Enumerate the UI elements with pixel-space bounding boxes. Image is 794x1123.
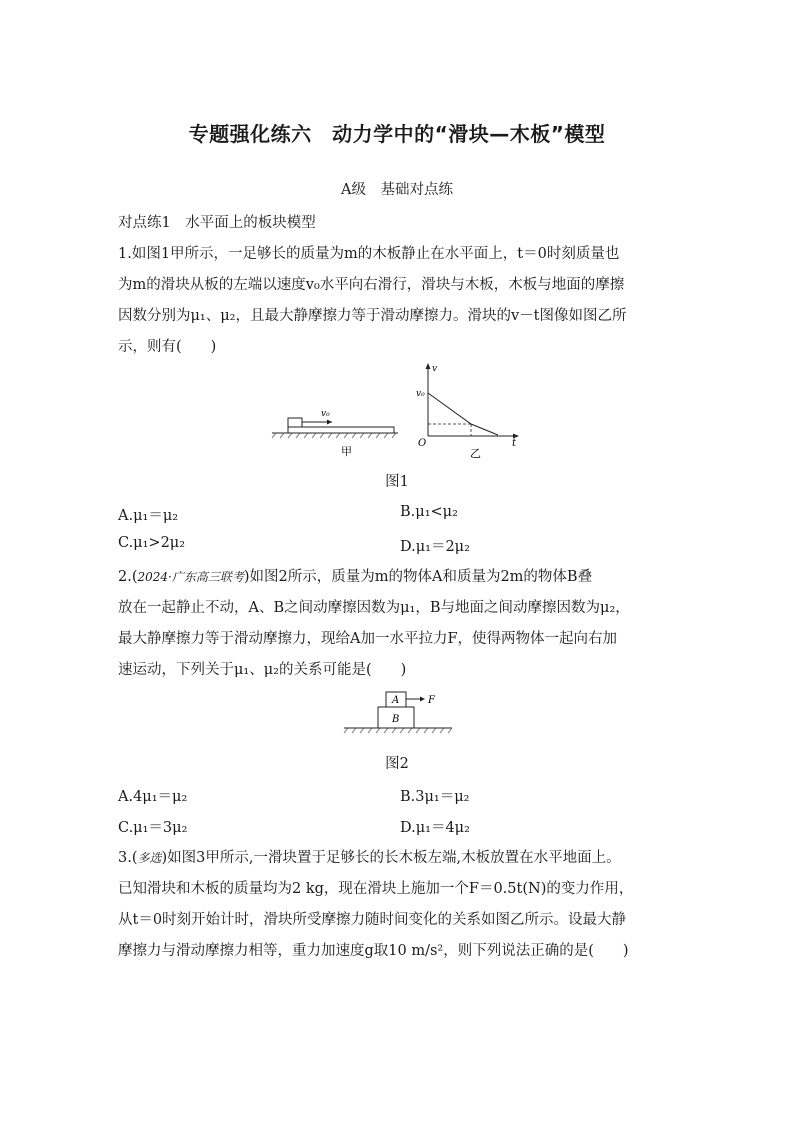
q1-line-1: 1.如图1甲所示，一足够长的质量为m的木板静止在水平面上，t＝0时刻质量也 xyxy=(118,246,620,262)
q3-line-2: 已知滑块和木板的质量均为2 kg，现在滑块上施加一个F＝0.5t(N)的变力作用， xyxy=(118,881,634,897)
q2-line-4: 速运动，下列关于μ₁、μ₂的关系可能是( ) xyxy=(118,662,407,678)
q2-number: 2.( xyxy=(118,569,138,585)
q2-option-c[interactable]: C.μ₁＝3μ₂ xyxy=(118,820,188,836)
q2-line-2: 放在一起静止不动，A、B之间动摩擦因数为μ₁，B与地面之间动摩擦因数为μ₂， xyxy=(118,600,630,616)
q2-source: 2024·广东高三联考 xyxy=(137,570,244,584)
q2-line-1 xyxy=(118,565,592,586)
figure-2-caption: 图2 xyxy=(385,756,409,772)
section-heading: 对点练1 水平面上的板块模型 xyxy=(118,215,316,231)
force-f-label: F xyxy=(428,695,435,706)
figure-1-jia-label: 甲 xyxy=(341,445,352,458)
q1-line-2: 为m的滑块从板的左端以速度v₀水平向右滑行，滑块与木板，木板与地面的摩擦 xyxy=(118,277,625,293)
q2-option-a[interactable]: A.4μ₁＝μ₂ xyxy=(118,789,188,805)
figure-1-vt-graph xyxy=(416,360,526,460)
figure-1-caption: 图1 xyxy=(385,474,409,490)
q3-line-4: 摩擦力与滑动摩擦力相等，重力加速度g取10 m/s²，则下列说法正确的是( ) xyxy=(118,943,629,959)
origin-label: O xyxy=(418,438,427,449)
q1-option-d[interactable]: D.μ₁＝2μ₂ xyxy=(400,539,470,555)
q3-number: 3.( xyxy=(118,850,138,866)
q3-source: 多选 xyxy=(137,851,162,865)
q2-option-d[interactable]: D.μ₁＝4μ₂ xyxy=(400,820,470,836)
q3-line-1-text: )如图3甲所示,一滑块置于足够长的长木板左端,木板放置在水平地面上。 xyxy=(161,850,621,866)
q1-option-a[interactable]: A.μ₁＝μ₂ xyxy=(118,508,179,524)
level-heading: A级 基础对点练 xyxy=(341,182,453,198)
q3-line-1 xyxy=(118,846,621,867)
v-axis-label: v xyxy=(432,364,438,374)
q1-line-4: 示，则有( ) xyxy=(118,339,217,355)
block-b-label: B xyxy=(392,714,400,725)
q2-line-3: 最大静摩擦力等于滑动摩擦力，现给A加一水平拉力F，使得两物体一起向右加 xyxy=(118,631,618,647)
q1-option-c[interactable]: C.μ₁>2μ₂ xyxy=(118,535,186,551)
q1-option-b[interactable]: B.μ₁<μ₂ xyxy=(400,504,458,520)
figure-2-stacked-blocks xyxy=(338,686,458,738)
q1-line-3: 因数分别为μ₁、μ₂，且最大静摩擦力等于滑动摩擦力。滑块的v－t图像如图乙所 xyxy=(118,308,627,324)
v0-label-board: v₀ xyxy=(321,409,330,419)
q2-line-1-text: )如图2所示，质量为m的物体A和质量为2m的物体B叠 xyxy=(243,569,593,585)
figure-1-yi-label: 乙 xyxy=(470,447,481,460)
figure-1-block-on-board xyxy=(266,400,402,460)
t-axis-label: t xyxy=(512,438,517,449)
page-title: 专题强化练六 动力学中的“滑块—木板”模型 xyxy=(188,122,606,146)
v0-axis-label: v₀ xyxy=(416,389,425,399)
q3-line-3: 从t＝0时刻开始计时，滑块所受摩擦力随时间变化的关系如图乙所示。设最大静 xyxy=(118,912,627,928)
block-a-label: A xyxy=(392,695,400,706)
q2-option-b[interactable]: B.3μ₁＝μ₂ xyxy=(400,789,470,805)
